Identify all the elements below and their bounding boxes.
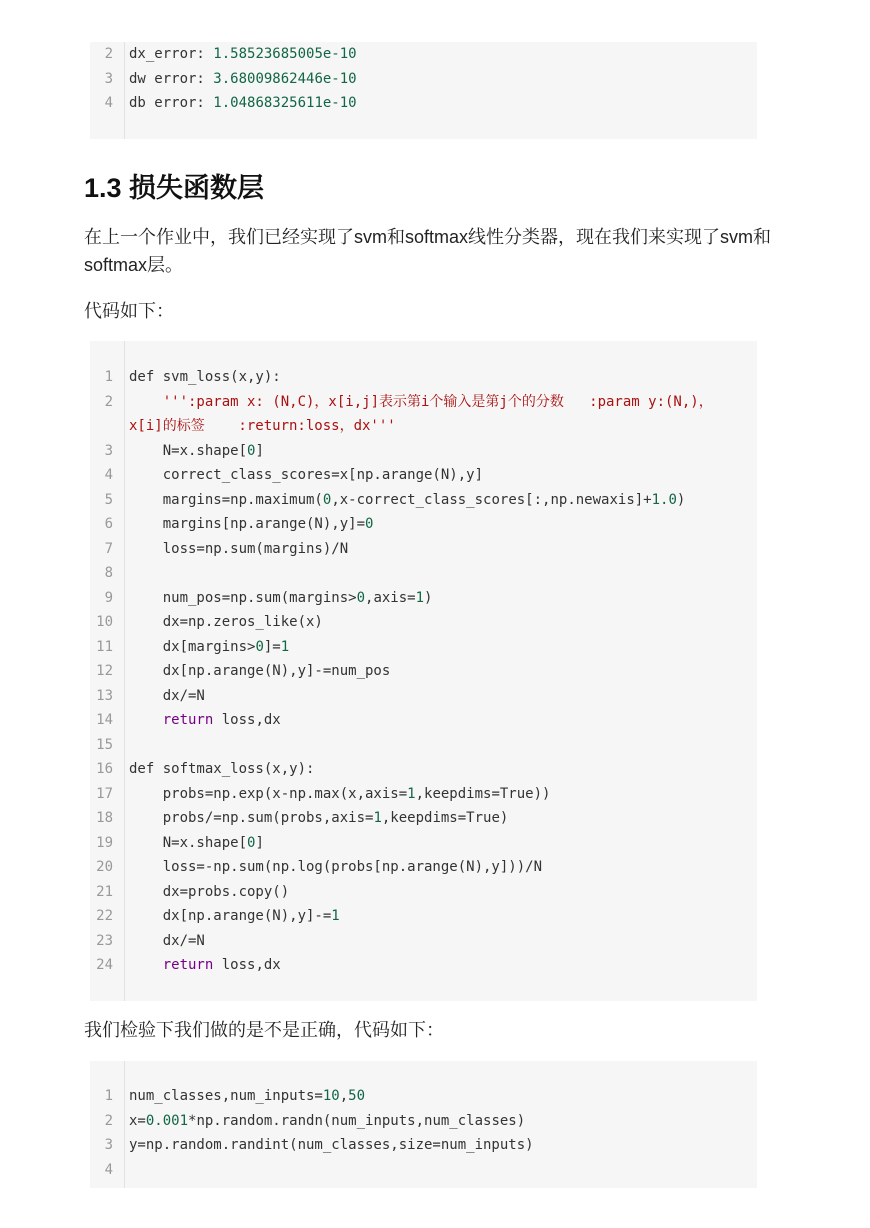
line-number: 24 bbox=[96, 957, 113, 973]
code-line bbox=[90, 91, 757, 116]
line-number: 2 bbox=[104, 393, 113, 410]
line-code bbox=[129, 365, 281, 390]
code-token: 0 bbox=[255, 638, 264, 655]
code-token: 1.58523685005e-10 bbox=[213, 46, 357, 62]
line-code bbox=[129, 659, 390, 684]
code-line bbox=[90, 1084, 757, 1109]
code-lines bbox=[90, 365, 757, 978]
line-number: 16 bbox=[96, 761, 113, 777]
line-number: 17 bbox=[96, 785, 113, 802]
code-token: loss,dx bbox=[213, 957, 281, 973]
code-line bbox=[90, 512, 757, 537]
code-line bbox=[90, 365, 757, 390]
line-code bbox=[129, 67, 357, 92]
code-block-gradient-errors bbox=[90, 42, 757, 139]
code-line bbox=[90, 733, 757, 758]
code-token: margins=np.maximum( bbox=[129, 491, 323, 508]
code-line bbox=[90, 1109, 757, 1134]
line-code bbox=[129, 1109, 525, 1134]
code-line bbox=[90, 42, 757, 67]
line-code bbox=[129, 806, 508, 831]
line-number: 14 bbox=[96, 712, 113, 728]
code-token: ) bbox=[424, 589, 433, 606]
code-token bbox=[129, 957, 163, 973]
line-number: 3 bbox=[104, 70, 113, 87]
code-line bbox=[90, 488, 757, 513]
code-token: return bbox=[162, 957, 214, 973]
code-line bbox=[90, 708, 757, 733]
code-token: dx/=N bbox=[129, 932, 205, 949]
line-code bbox=[129, 855, 542, 880]
code-token: x[i]的标签 :return:loss，dx''' bbox=[129, 418, 396, 434]
code-token: *np.random.randn(num_inputs,num_classes) bbox=[188, 1112, 526, 1129]
line-number: 4 bbox=[104, 95, 113, 111]
line-code bbox=[129, 782, 550, 807]
code-block-check-setup bbox=[90, 1061, 757, 1188]
code-line bbox=[90, 904, 757, 929]
line-code bbox=[129, 684, 205, 709]
line-code bbox=[129, 414, 396, 439]
line-number: 3 bbox=[104, 1137, 113, 1153]
code-token: , bbox=[339, 1088, 349, 1104]
code-token: 50 bbox=[348, 1088, 366, 1104]
line-code bbox=[129, 929, 205, 954]
code-token: N=x.shape[ bbox=[129, 442, 248, 459]
line-code bbox=[129, 880, 289, 905]
code-token: dx/=N bbox=[129, 687, 205, 704]
code-token: ]= bbox=[263, 638, 281, 655]
code-token: 0 bbox=[247, 442, 256, 459]
code-line bbox=[90, 880, 757, 905]
code-token: dx_error: bbox=[129, 46, 214, 62]
line-number: 3 bbox=[104, 442, 113, 459]
line-number: 4 bbox=[104, 1161, 113, 1178]
code-token: 1.04868325611e-10 bbox=[213, 95, 357, 111]
line-number: 5 bbox=[104, 491, 113, 508]
code-token: margins[np.arange(N),y]= bbox=[129, 516, 366, 532]
line-number: 1 bbox=[104, 369, 113, 385]
line-number: 7 bbox=[104, 540, 113, 557]
code-line bbox=[90, 659, 757, 684]
code-token: dx[np.arange(N),y]-= bbox=[129, 908, 332, 924]
line-code bbox=[129, 91, 357, 116]
code-line bbox=[90, 684, 757, 709]
code-token: ,keepdims=True) bbox=[381, 810, 509, 826]
line-code bbox=[129, 439, 264, 464]
line-code bbox=[129, 586, 432, 611]
code-line bbox=[90, 831, 757, 856]
code-line bbox=[90, 586, 757, 611]
code-token: dx[np.arange(N),y]-=num_pos bbox=[129, 663, 391, 679]
code-token: ''':param x: (N,C)，x[i,j]表示第i个输入是第j个的分数 :param y:(N,)， bbox=[129, 393, 713, 410]
line-number: 4 bbox=[104, 467, 113, 483]
line-code bbox=[129, 537, 348, 562]
line-number: 20 bbox=[96, 859, 113, 875]
code-token: 1 bbox=[415, 589, 425, 606]
code-lines bbox=[90, 1084, 757, 1182]
code-token: 1 bbox=[331, 908, 340, 924]
line-number: 13 bbox=[96, 687, 113, 704]
code-token: db error: bbox=[129, 95, 214, 111]
code-token: num_classes,num_inputs= bbox=[129, 1088, 323, 1104]
line-number: 11 bbox=[96, 638, 113, 655]
code-intro-label: 代码如下： bbox=[84, 301, 174, 321]
code-token: probs=np.exp(x-np.max(x,axis= bbox=[129, 785, 408, 802]
code-token: loss=-np.sum(np.log(probs[np.arange(N),y]))/N bbox=[129, 859, 543, 875]
code-line bbox=[90, 635, 757, 660]
intro-paragraph: 在上一个作业中，我们已经实现了svm和softmax线性分类器，现在我们来实现了svm和softmax层。 bbox=[84, 227, 772, 275]
line-number: 22 bbox=[96, 908, 113, 924]
code-token: y=np.random.randint(num_classes,size=num_inputs) bbox=[129, 1137, 534, 1153]
code-token: 10 bbox=[322, 1088, 340, 1104]
line-code bbox=[129, 42, 357, 67]
line-code bbox=[129, 708, 281, 733]
line-code bbox=[129, 757, 314, 782]
line-number: 2 bbox=[104, 46, 113, 62]
code-token: def svm_loss(x,y): bbox=[129, 369, 281, 385]
code-line bbox=[90, 67, 757, 92]
code-line bbox=[90, 463, 757, 488]
line-number: 15 bbox=[96, 736, 113, 753]
code-line bbox=[90, 855, 757, 880]
line-code bbox=[129, 488, 685, 513]
code-token: ,axis= bbox=[365, 589, 416, 606]
section-heading: 1.3 损失函数层 bbox=[84, 173, 265, 203]
code-line bbox=[90, 610, 757, 635]
code-token: 0 bbox=[322, 491, 332, 508]
line-number: 10 bbox=[96, 614, 113, 630]
line-code bbox=[129, 953, 281, 978]
code-token: 3.68009862446e-10 bbox=[213, 70, 357, 87]
line-number: 2 bbox=[104, 1112, 113, 1129]
line-code bbox=[129, 635, 289, 660]
line-code bbox=[129, 390, 713, 415]
code-token: 1 bbox=[407, 785, 416, 802]
code-line bbox=[90, 929, 757, 954]
code-token: dx[margins> bbox=[129, 638, 256, 655]
code-token: ,keepdims=True)) bbox=[415, 785, 551, 802]
code-token: dw error: bbox=[129, 70, 214, 87]
code-token: N=x.shape[ bbox=[129, 834, 248, 851]
line-number: 21 bbox=[96, 883, 113, 900]
code-token: probs/=np.sum(probs,axis= bbox=[129, 810, 374, 826]
code-token: 0 bbox=[365, 516, 374, 532]
code-line bbox=[90, 757, 757, 782]
code-token: 1.0 bbox=[651, 491, 677, 508]
line-code bbox=[129, 831, 264, 856]
code-token: 0 bbox=[356, 589, 366, 606]
line-number: 1 bbox=[104, 1088, 113, 1104]
code-token: 1 bbox=[280, 638, 290, 655]
code-token: ] bbox=[255, 834, 264, 851]
line-number: 12 bbox=[96, 663, 113, 679]
code-line bbox=[90, 1133, 757, 1158]
code-token: loss=np.sum(margins)/N bbox=[129, 540, 349, 557]
code-token bbox=[129, 712, 163, 728]
code-line bbox=[90, 782, 757, 807]
code-block-loss-functions bbox=[90, 341, 757, 1001]
line-code bbox=[129, 1084, 365, 1109]
code-token: dx=np.zeros_like(x) bbox=[129, 614, 323, 630]
code-token: ,x-correct_class_scores[:,np.newaxis]+ bbox=[331, 491, 652, 508]
code-token: return bbox=[162, 712, 214, 728]
line-number: 9 bbox=[104, 589, 113, 606]
code-token: loss,dx bbox=[213, 712, 281, 728]
code-lines bbox=[90, 42, 757, 116]
line-number: 23 bbox=[96, 932, 113, 949]
check-paragraph: 我们检验下我们做的是不是正确，代码如下： bbox=[84, 1020, 444, 1040]
line-number: 6 bbox=[104, 516, 113, 532]
code-token: correct_class_scores=x[np.arange(N),y] bbox=[129, 467, 484, 483]
code-token: 0.001 bbox=[145, 1112, 189, 1129]
line-code bbox=[129, 610, 323, 635]
code-token: dx=probs.copy() bbox=[129, 883, 290, 900]
line-number: 18 bbox=[96, 810, 113, 826]
code-token: ) bbox=[676, 491, 686, 508]
code-line bbox=[90, 806, 757, 831]
code-line bbox=[90, 953, 757, 978]
code-token: def softmax_loss(x,y): bbox=[129, 761, 315, 777]
code-line bbox=[90, 414, 757, 439]
line-code bbox=[129, 512, 373, 537]
code-line bbox=[90, 390, 757, 415]
line-number: 19 bbox=[96, 834, 113, 851]
line-code bbox=[129, 904, 340, 929]
code-line bbox=[90, 561, 757, 586]
code-token: x= bbox=[129, 1112, 146, 1129]
code-line bbox=[90, 1158, 757, 1183]
code-line bbox=[90, 537, 757, 562]
line-number: 8 bbox=[104, 565, 113, 581]
code-token: 1 bbox=[373, 810, 382, 826]
line-code bbox=[129, 1133, 534, 1158]
code-line bbox=[90, 439, 757, 464]
code-token: num_pos=np.sum(margins> bbox=[129, 589, 357, 606]
code-token: ] bbox=[255, 442, 264, 459]
code-token: 0 bbox=[247, 834, 256, 851]
line-code bbox=[129, 463, 483, 488]
